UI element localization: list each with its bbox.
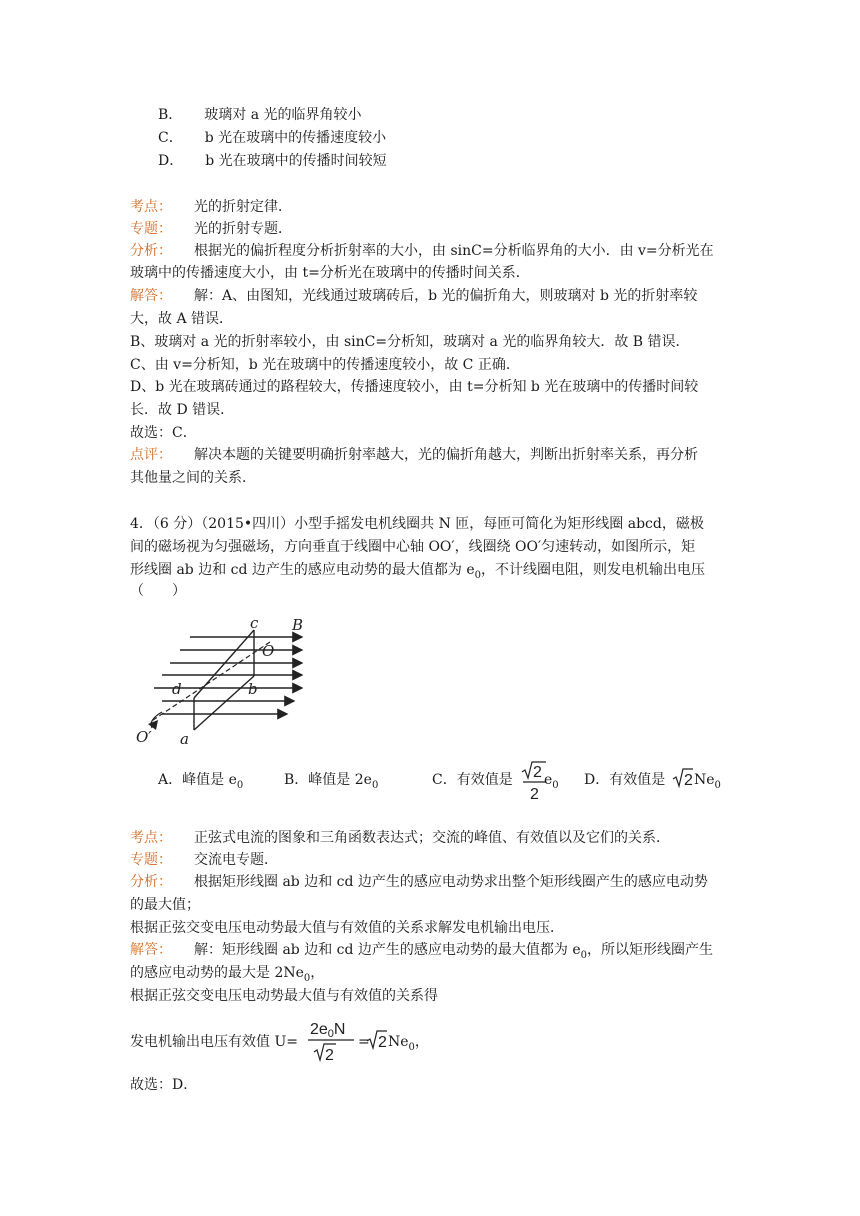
q4-jieda-3: 根据正弦交变电压电动势最大值与有效值的关系得 bbox=[130, 988, 438, 1004]
option-d: D． b 光在玻璃中的传播时间较短 bbox=[158, 153, 387, 169]
q3-fenxi-2: 玻璃中的传播速度大小，由 t=分析光在玻璃中的传播时间关系． bbox=[130, 265, 530, 281]
frac-den-2: 2 bbox=[530, 786, 539, 802]
frac-num-2: 2 bbox=[533, 764, 542, 781]
q4-answer: 故选：D． bbox=[130, 1077, 198, 1093]
option-d-sqrt bbox=[672, 766, 694, 790]
q4-stem-1: 4．（6 分）（2015•四川）小型手摇发电机线圈共 N 匝，每匝可简化为矩形线圈 abcd，磁极 bbox=[130, 516, 704, 532]
q4-jieda: 解答： 解：矩形线圈 ab 边和 cd 边产生的感应电动势的最大值都为 $e_0$，所以矩形线圈产生 bbox=[130, 942, 714, 961]
q3-jieda-5: D、b 光在玻璃砖通过的路程较大，传播速度较小，由 t=分析知 b 光在玻璃中的传播时间较 bbox=[130, 379, 699, 395]
q4-stem-3: 形线圈 ab 边和 cd 边产生的感应电动势的最大值都为 $e_0$，不计线圈电阻，则发电机输出电压 bbox=[130, 562, 706, 581]
option-b: B． 玻璃对 a 光的临界角较小 bbox=[158, 107, 362, 123]
u-formula-eq: = bbox=[358, 1034, 370, 1050]
q3-kaodian: 考点： 光的折射定律． bbox=[130, 199, 292, 215]
rectangular-coil bbox=[194, 630, 254, 730]
q4-stem-2: 间的磁场视为匀强磁场，方向垂直于线圈中心轴 OO′，线圈绕 OO′匀速转动，如图所示，矩 bbox=[130, 539, 696, 555]
q3-fenxi: 分析： 根据光的偏折程度分析折射率的大小，由 sinC=分析临界角的大小．由 v=分析光在 bbox=[130, 243, 714, 259]
option-d-Ne0: $Ne_0$ bbox=[694, 772, 721, 791]
q4-stem-4: （ ） bbox=[130, 583, 186, 599]
generator-coil-figure bbox=[132, 612, 332, 752]
q3-jieda-4: C、由 v=分析知，b 光在玻璃中的传播速度较小，故 C 正确． bbox=[130, 357, 520, 373]
u-formula-sqrt bbox=[366, 1028, 388, 1052]
q4-jieda-2: 的感应电动势的最大是 $2Ne_0$， bbox=[130, 965, 325, 984]
u-formula-num: 2e0N bbox=[310, 1021, 346, 1040]
q4-option-b: B．峰值是 $2e_0$ bbox=[284, 772, 379, 791]
u-formula-sqrt-2: 2 bbox=[378, 1034, 387, 1051]
u-formula-den: 2 bbox=[325, 1047, 334, 1064]
q4-option-a: A．峰值是 $e_0$ bbox=[158, 772, 244, 791]
q3-dianping: 点评： 解决本题的关键要明确折射率越大，光的偏折角越大，判断出折射率关系，再分析 bbox=[130, 447, 698, 463]
option-c-e0: $e_0$ bbox=[544, 772, 559, 791]
q3-zhuanti: 专题： 光的折射专题． bbox=[130, 221, 292, 237]
label-O-prime: O′ bbox=[136, 728, 152, 746]
q4-fenxi-3: 根据正弦交变电压电动势最大值与有效值的关系求解发电机输出电压． bbox=[130, 920, 564, 936]
u-formula-fraction bbox=[304, 1014, 358, 1066]
label-c: c bbox=[250, 614, 259, 632]
label-d: d bbox=[172, 680, 182, 698]
u-formula-result: $Ne_0$， bbox=[388, 1034, 429, 1053]
magnetic-field-lines bbox=[154, 637, 302, 714]
q3-jieda: 解答： 解：A、由图知，光线通过玻璃砖后，b 光的偏折角大，则玻璃对 b 光的折射率较 bbox=[130, 288, 698, 304]
option-c: C． b 光在玻璃中的传播速度较小 bbox=[158, 130, 387, 146]
q4-option-c: C．有效值是 bbox=[432, 772, 513, 788]
q4-fenxi: 分析： 根据矩形线圈 ab 边和 cd 边产生的感应电动势求出整个矩形线圈产生的感应电动势 bbox=[130, 874, 708, 890]
q3-dianping-2: 其他量之间的关系． bbox=[130, 470, 256, 486]
q3-jieda-6: 长．故 D 错误． bbox=[130, 402, 235, 418]
label-O: O bbox=[262, 642, 275, 660]
q4-jieda-4: 发电机输出电压有效值 U= bbox=[130, 1034, 298, 1050]
q3-jieda-2: 大，故 A 错误． bbox=[130, 311, 234, 327]
sqrt-2: 2 bbox=[684, 772, 693, 789]
label-B: B bbox=[292, 616, 304, 634]
q4-kaodian: 考点： 正弦式电流的图象和三角函数表达式；交流的峰值、有效值以及它们的关系． bbox=[130, 830, 670, 846]
q4-fenxi-2: 的最大值； bbox=[130, 897, 200, 913]
label-a: a bbox=[180, 730, 189, 748]
label-b: b bbox=[248, 680, 258, 698]
q4-option-d: D．有效值是 bbox=[584, 772, 666, 788]
q4-zhuanti: 专题： 交流电专题． bbox=[130, 852, 278, 868]
q3-jieda-3: B、玻璃对 a 光的折射率较小，由 sinC=分析知，玻璃对 a 光的临界角较大．故 B 错误． bbox=[130, 334, 690, 350]
q3-answer: 故选：C． bbox=[130, 425, 197, 441]
